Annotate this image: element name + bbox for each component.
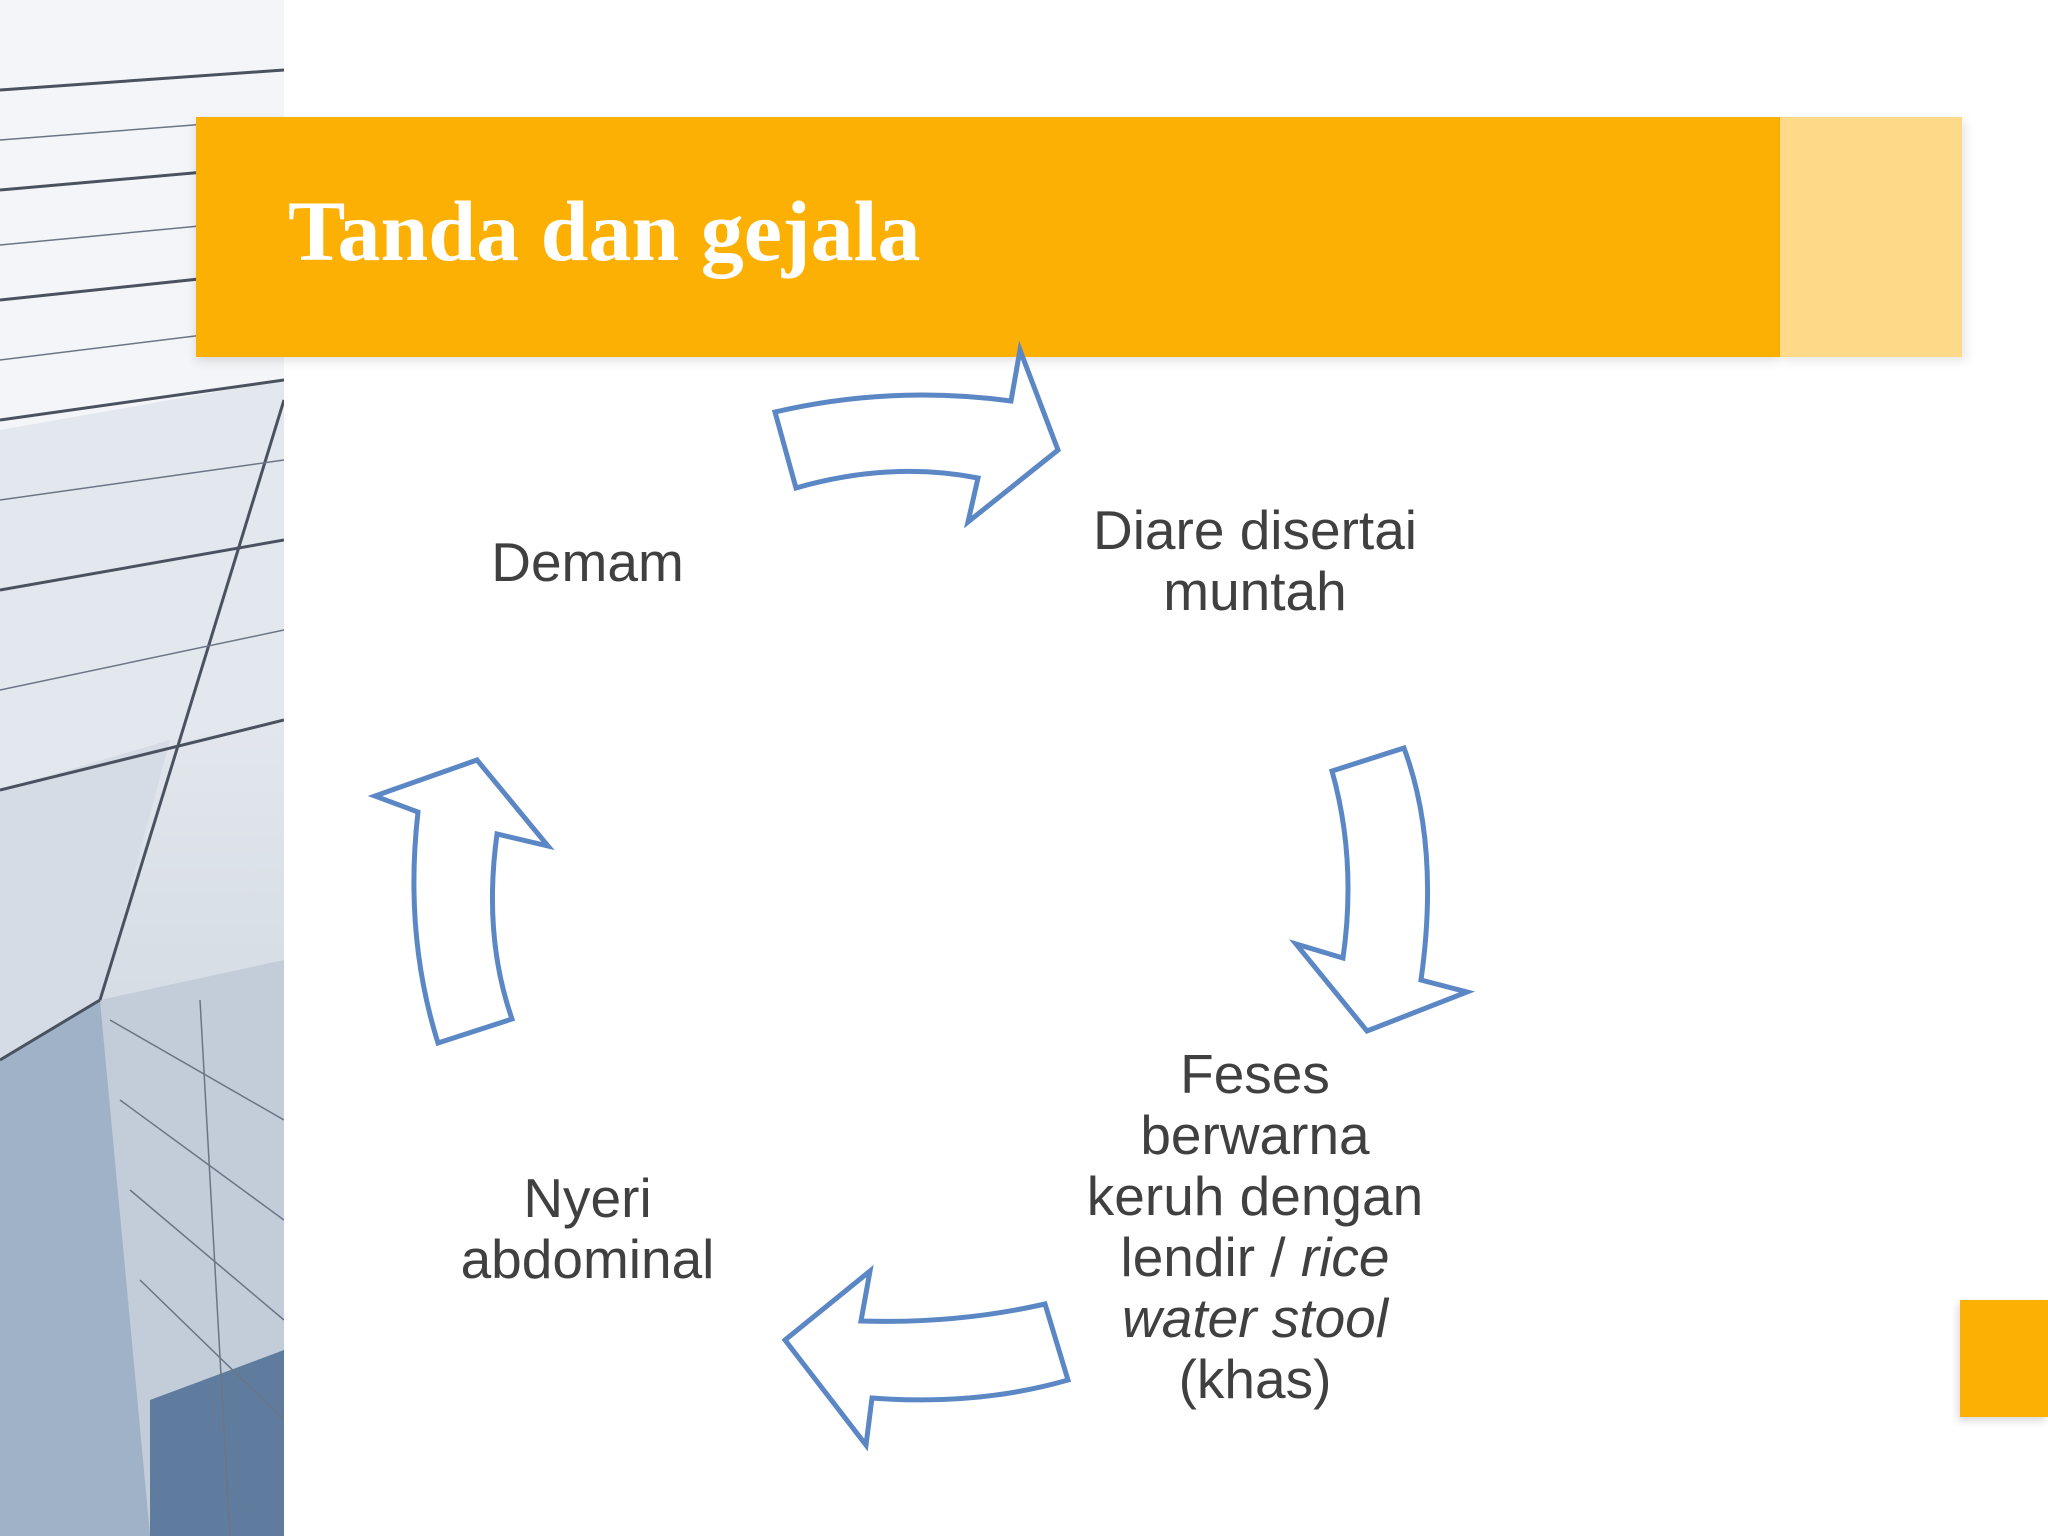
node-text-italic-line xyxy=(1060,1288,1450,1349)
slide-title: Tanda dan gejala xyxy=(288,183,921,279)
curved-arrow-left-icon xyxy=(785,1271,1068,1445)
node-text-italic: rice xyxy=(1300,1226,1390,1288)
node-text-mixed xyxy=(1060,1227,1450,1288)
curved-arrow-down-icon xyxy=(1296,748,1467,1031)
node-text: Feses xyxy=(1180,1043,1330,1105)
node-text-italic: water stool xyxy=(1122,1287,1388,1349)
node-text: berwarna xyxy=(1140,1104,1370,1166)
curved-arrow-right-icon xyxy=(775,350,1058,522)
curved-arrow-up-icon xyxy=(375,760,548,1043)
cycle-node-demam xyxy=(430,532,745,593)
cycle-node-feses xyxy=(1060,1044,1450,1410)
node-text: muntah xyxy=(1163,560,1347,622)
node-text: lendir / xyxy=(1120,1226,1301,1288)
node-text: (khas) xyxy=(1178,1348,1332,1410)
node-text: Demam xyxy=(491,531,684,593)
cycle-node-nyeri xyxy=(430,1168,745,1290)
node-text: Diare disertai xyxy=(1092,499,1417,561)
node-text: Nyeri xyxy=(523,1167,652,1229)
node-text: keruh dengan xyxy=(1086,1165,1424,1227)
node-text: abdominal xyxy=(460,1228,715,1290)
cycle-node-diare xyxy=(1060,500,1450,622)
